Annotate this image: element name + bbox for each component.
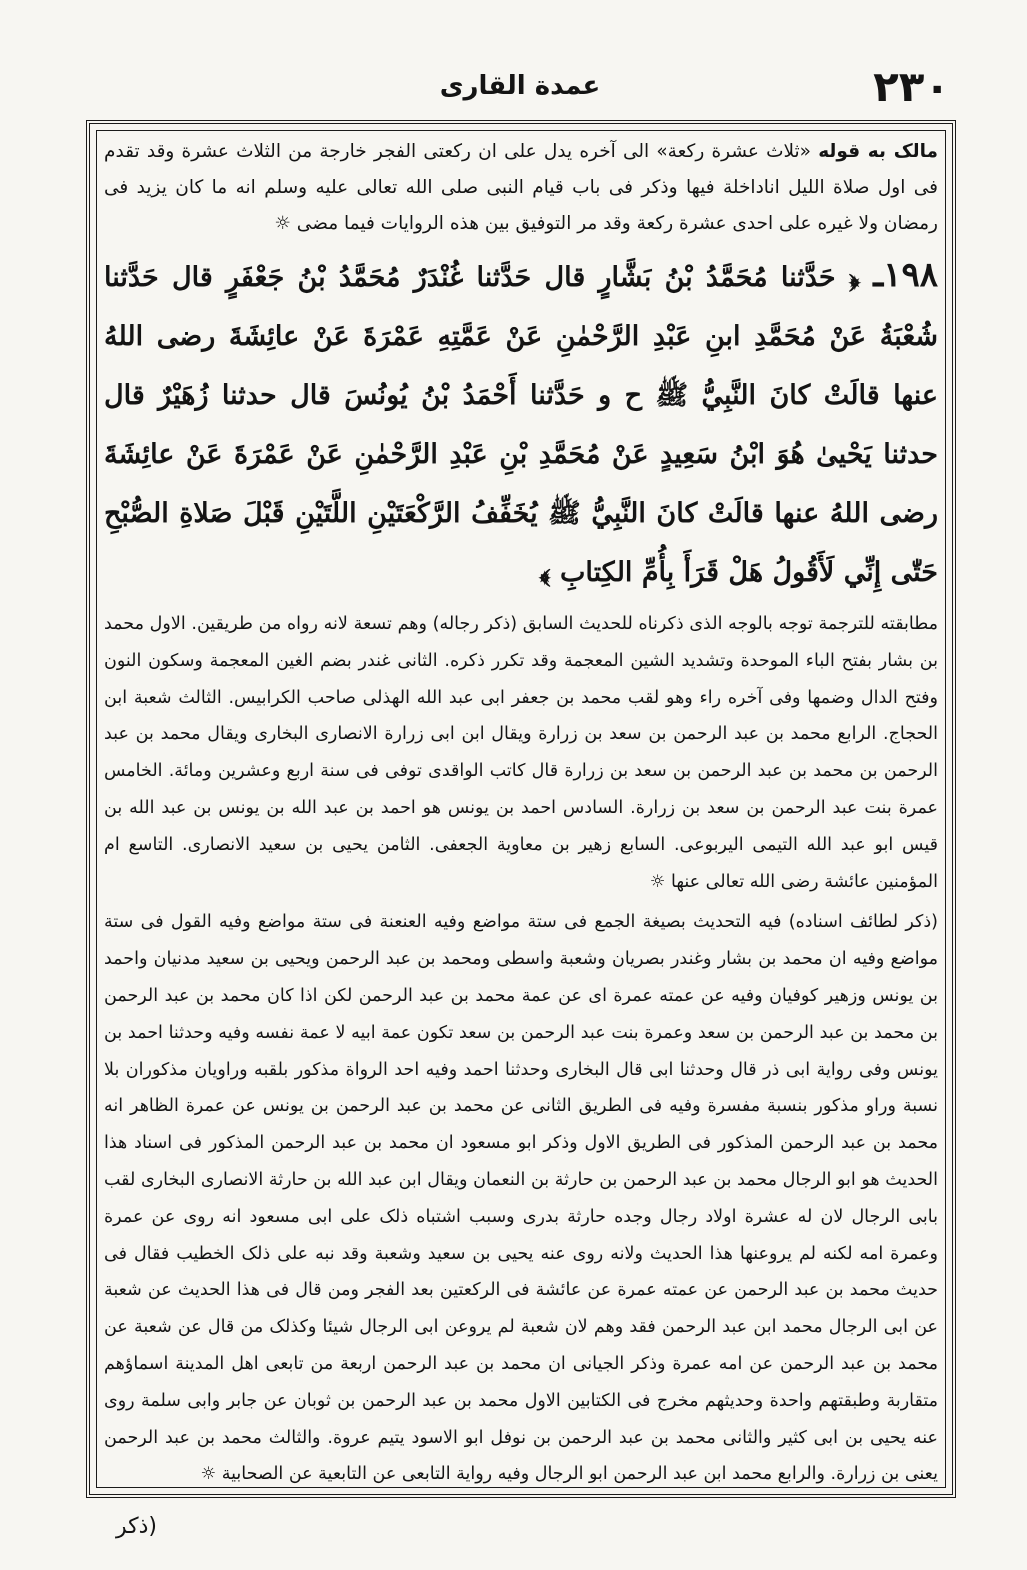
hadith-number: ١٩٨ـ xyxy=(873,255,938,295)
running-title: عمدة القاری xyxy=(439,71,601,101)
commentary-isnad: (ذکر لطائف اسناده) فیه التحدیث بصیغة الجمع فی ستة مواضع وفیه العنعنة فی ستة مواضع وفیه القول فی ستة مواضع وفیه ان محمد بن بشار وغندر بصریان وشعبة واسطی ومحمد بن عبد الرحمن ویحیی بن سعید مدنیان واحمد بن یونس وزهیر کوفیان وفیه عن عمته عمرة ای عن عمة محمد بن عبد الرحمن لکن اذا کان محمد بن عبد الرحمن بن محمد بن عبد الرحمن بن سعد وعمرة بنت عبد الرحمن بن سعد تکون عمة ابیه لا عمة نفسه وفیه وحدثنا احمد بن یونس وفی روایة ابی ذر قال وحدثنا ابی قال البخاری وحدثنا احمد وفیه احد الرواة مذکور بلقبه وراویان مذکوران بلا نسبة وراو مذکور بنسبة مفسرة وفیه فی الطریق الثانی عن محمد بن عبد الرحمن بن یونس عن عمرة الظاهر انه محمد بن عبد الرحمن المذکور فی الطریق الاول وذکر ابو مسعود ان محمد بن عبد الرحمن المذکور فی اسناد هذا الحدیث هو ابو الرجال محمد بن عبد الرحمن بن حارثة بن النعمان ویقال ابن عبد الله بن حارثة الانصاری البخاری لقب بابی الرجال لان له عشرة اولاد رجال وجده حارثة بدری وسبب اشتباه ذلک علی ابی مسعود انه روی عن عمرة وعمرة امه لکنه لم یروعنها هذا الحدیث ولانه روی عنه یحیی بن سعید وشعبة وقد نبه علی ذلک الخطیب فقال فی حدیث محمد بن عبد الرحمن عن عمته عمرة عن عائشة فی الرکعتین بعد الفجر ومن قال فی هذا الحدیث عن شعبة عن ابی الرجال محمد ابن عبد الرحمن فقد وهم لان شعبة لم یروعن ابی الرجال شیئا وکذلک من قال عن شعبة عن محمد بن عبد الرحمن عن امه عمرة وذکر الجیانی ان محمد بن عبد الرحمن اربعة من تابعی اهل المدینة اسماؤهم متقاربة وطبقتهم واحدة وحدیثهم مخرج فی الکتابین الاول محمد بن عبد الرحمن بن ثوبان عن جابر وابی سلمة روی عنه یحیی بن ابی کثیر والثانی محمد بن عبد الرحمن بن نوفل ابو الاسود یتیم عروة. والثالث محمد بن عبد الرحمن یعنی بن زرارة. والرابع محمد ابن عبد الرحمن ابو الرجال وفیه روایة التابعی عن التابعیة عن الصحابیة ☼ xyxy=(104,912,938,1484)
page-frame xyxy=(86,120,956,1498)
commentary-narrators: مطابقته للترجمة توجه بالوجه الذی ذکرناه للحدیث السابق (ذکر رجاله) وهم تسعة لانه رواه من طریقین. الاول محمد بن بشار بفتح الباء الموحدة وتشدید الشین المعجمة وقد تکرر ذکره. الثانی غندر بضم الغین المعجمة وسکون النون وفتح الدال وضمها وفی آخره راء وهو لقب محمد بن جعفر ابی عبد الله الهذلی صاحب الکرابیس. الثالث شعبة ابن الحجاج. الرابع محمد بن عبد الرحمن بن سعد بن زرارة ویقال ابن ابی زرارة الانصاری البخاری ویقال محمد بن عبد الرحمن بن محمد بن عبد الرحمن بن سعد بن زرارة قال کاتب الواقدی توفی فی سنة اربع وعشرین ومائة. الخامس عمرة بنت عبد الرحمن بن سعد بن زرارة. السادس احمد بن یونس هو احمد بن عبد الله بن یونس بن عبد الله بن قیس ابو عبد الله التیمی الیربوعی. السابع زهیر بن معاویة الجعفی. الثامن یحیی بن سعید الانصاری. التاسع ام المؤمنین عائشة رضی الله تعالی عنها ☼ xyxy=(104,614,938,892)
hadith-text: ﴿ حَدَّثنا مُحَمَّدُ بْنُ بَشَّارٍ قال حَدَّثنا غُنْدَرٌ مُحَمَّدُ بْنُ جَعْفَرٍ قال حَدَّثنا شُعْبَةُ عَنْ مُحَمَّدِ ابنِ عَبْدِ الرَّحْمٰنِ عَنْ عَمَّتِهِ عَمْرَةَ عَنْ عائِشَةَ رضی اللهُ عنها قالَتْ كانَ النَّبِيُّ ﷺ ح و حَدَّثنا أَحْمَدُ بْنُ يُونُسَ قال حدثنا زُهَيْرٌ قال حدثنا يَحْيىٰ هُوَ ابْنُ سَعِيدٍ عَنْ مُحَمَّدِ بْنِ عَبْدِ الرَّحْمٰنِ عَنْ عَمْرَةَ عَنْ عائِشَةَ رضی اللهُ عنها قالَتْ كانَ النَّبِيُّ ﷺ يُخَفِّفُ الرَّكْعَتَيْنِ اللَّتَيْنِ قَبْلَ صَلاةِ الصُّبْحِ حَتّٰى إِنِّي لَأَقُولُ هَلْ قَرَأَ بِأُمِّ الكِتابِ ﴾ xyxy=(104,262,938,588)
catchword: (ذکر xyxy=(116,1514,157,1539)
page-content xyxy=(104,134,938,1484)
intro-paragraph xyxy=(104,134,938,242)
page-header xyxy=(90,62,950,112)
intro-lead: مالک به قوله xyxy=(818,141,938,162)
intro-text: «ثلاث عشرة رکعة» الی آخره یدل علی ان رکعتی الفجر خارجة من الثلاث عشرة وقد تقدم فی اول صلاة اللیل اناداخلة فیها وذکر فی باب قیام النبی صلی الله تعالی علیه وسلم انه ما کان یزید فی رمضان ولا غیره علی احدی عشرة رکعة وقد مر التوفیق بین هذه الروایات فیما مضی ☼ xyxy=(104,141,938,234)
hadith-paragraph xyxy=(104,246,938,602)
page-number: ۲۳۰ xyxy=(873,62,950,111)
